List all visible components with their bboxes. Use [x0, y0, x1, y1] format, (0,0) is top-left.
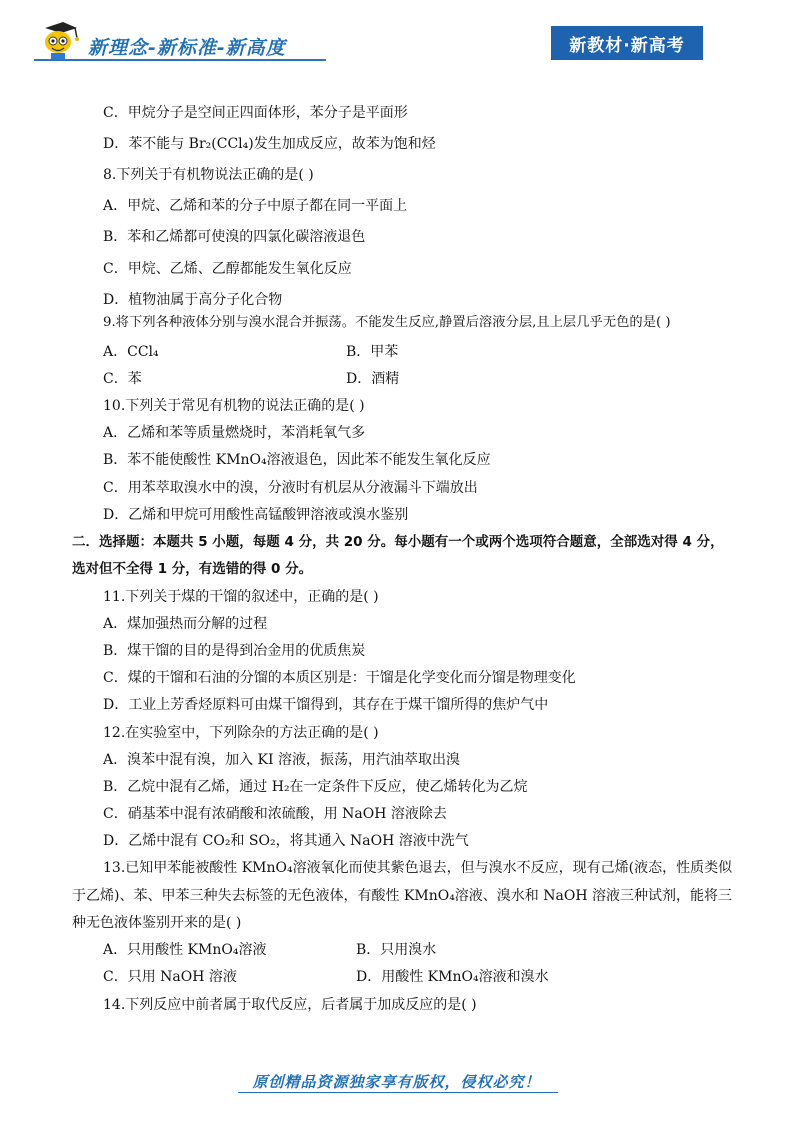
copyright-footer: 原创精品资源独家享有版权，侵权必究！ [252, 1073, 541, 1091]
q9-option-c: C．苯 [103, 371, 142, 387]
q11-stem: 11.下列关于煤的干馏的叙述中，正确的是( ) [103, 589, 379, 605]
q14-stem: 14.下列反应中前者属于取代反应，后者属于加成反应的是( ) [103, 997, 477, 1013]
q10-option-c: C．用苯萃取溴水中的溴，分液时有机层从分液漏斗下端放出 [103, 480, 478, 496]
header-slogan: 新理念-新标准-新高度 [88, 37, 286, 59]
q12-option-a: A．溴苯中混有溴，加入 KI 溶液，振荡，用汽油萃取出溴 [103, 752, 460, 768]
q7-option-c: C．甲烷分子是空间正四面体形，苯分子是平面形 [103, 105, 408, 121]
q8-option-a: A．甲烷、乙烯和苯的分子中原子都在同一平面上 [103, 198, 408, 214]
q13-stem-line-3: 种无色液体鉴别开来的是( ) [72, 915, 242, 931]
q13-option-d: D．用酸性 KMnO₄溶液和溴水 [356, 969, 549, 985]
section-2-instructions-line-1: 二．选择题：本题共 5 小题，每题 4 分，共 20 分。每小题有一个或两个选项符合题意，全部选对得 4 分， [72, 534, 724, 550]
q12-stem: 12.在实验室中，下列除杂的方法正确的是( ) [103, 725, 379, 741]
q13-option-c: C．只用 NaOH 溶液 [103, 969, 237, 985]
q9-option-b: B．甲苯 [346, 344, 399, 360]
q9-option-d: D．酒精 [346, 371, 400, 387]
q9-stem: 9.将下列各种液体分别与溴水混合并振荡。不能发生反应,静置后溶液分层,且上层几乎无色的是( ) [103, 315, 671, 330]
q8-option-d: D．植物油属于高分子化合物 [103, 292, 283, 308]
q12-option-c: C．硝基苯中混有浓硝酸和浓硫酸，用 NaOH 溶液除去 [103, 806, 447, 822]
q8-stem: 8.下列关于有机物说法正确的是( ) [103, 167, 314, 183]
q8-option-b: B．苯和乙烯都可使溴的四氯化碳溶液退色 [103, 229, 366, 245]
q11-option-c: C．煤的干馏和石油的分馏的本质区别是：干馏是化学变化而分馏是物理变化 [103, 670, 576, 686]
q10-option-b: B．苯不能使酸性 KMnO₄溶液退色，因此苯不能发生氧化反应 [103, 452, 491, 468]
q10-stem: 10.下列关于常见有机物的说法正确的是( ) [103, 398, 365, 414]
q9-option-a: A．CCl₄ [103, 344, 159, 360]
q13-option-b: B．只用溴水 [356, 942, 437, 958]
section-2-instructions-line-2: 选对但不全得 1 分，有选错的得 0 分。 [72, 561, 313, 577]
q12-option-b: B．乙烷中混有乙烯，通过 H₂在一定条件下反应，使乙烯转化为乙烷 [103, 779, 528, 795]
q13-stem-line-2: 于乙烯)、苯、甲苯三种失去标签的无色液体，有酸性 KMnO₄溶液、溴水和 NaOH 溶液三种试剂，能将三 [72, 888, 732, 904]
q10-option-d: D．乙烯和甲烷可用酸性高锰酸钾溶液或溴水鉴别 [103, 507, 409, 523]
q11-option-d: D．工业上芳香烃原料可由煤干馏得到，其存在于煤干馏所得的焦炉气中 [103, 697, 549, 713]
q13-stem-line-1: 13.已知甲苯能被酸性 KMnO₄溶液氧化而使其紫色退去，但与溴水不反应，现有己烯(液态，性质类似 [103, 860, 733, 876]
q12-option-d: D．乙烯中混有 CO₂和 SO₂，将其通入 NaOH 溶液中洗气 [103, 833, 469, 849]
q11-option-b: B．煤干馏的目的是得到冶金用的优质焦炭 [103, 643, 366, 659]
q11-option-a: A．煤加强热而分解的过程 [103, 616, 268, 632]
footer-underline [238, 1092, 558, 1093]
header-badge: 新教材·新高考 [551, 26, 703, 60]
q7-option-d: D．苯不能与 Br₂(CCl₄)发生加成反应，故苯为饱和烃 [103, 136, 436, 152]
q13-option-a: A．只用酸性 KMnO₄溶液 [103, 942, 267, 958]
q10-option-a: A．乙烯和苯等质量燃烧时，苯消耗氧气多 [103, 425, 366, 441]
q8-option-c: C．甲烷、乙烯、乙醇都能发生氧化反应 [103, 261, 352, 277]
